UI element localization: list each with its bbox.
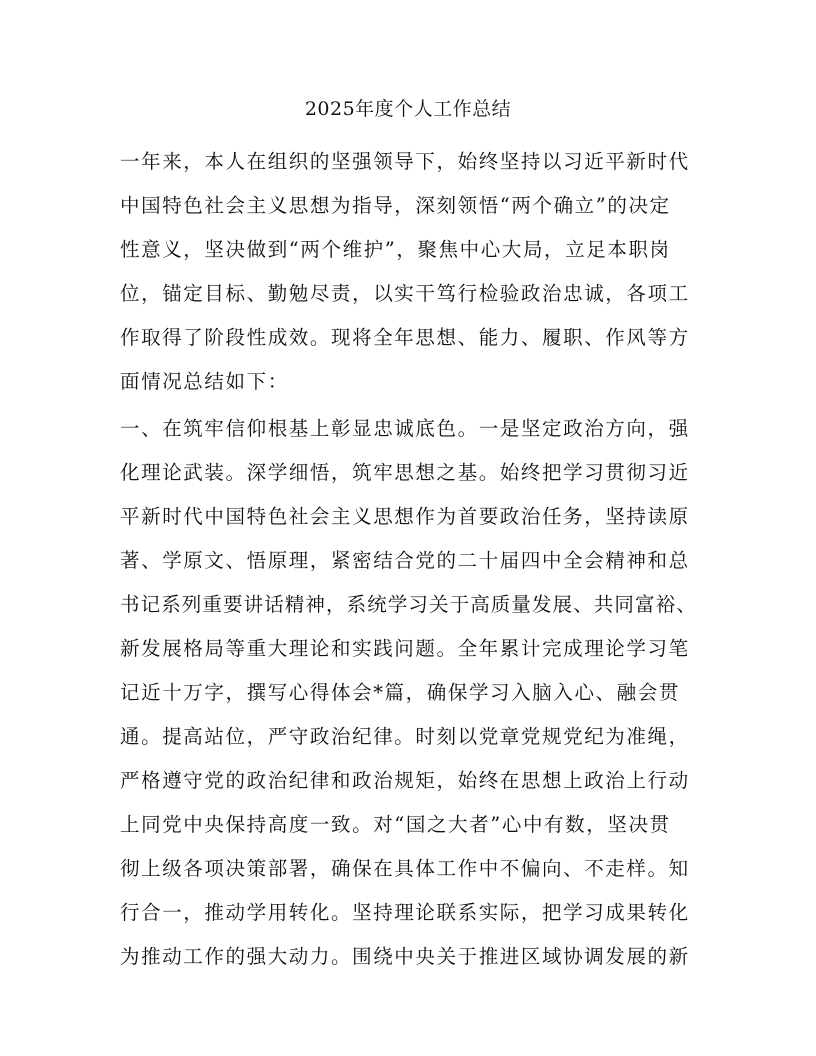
paragraph-2-line-12: 行合一，推动学用转化。坚持理论联系实际，把学习成果转化 (120, 901, 690, 924)
paragraph-2-line-9: 严格遵守党的政治纪律和政治规矩，始终在思想上政治上行动 (120, 769, 690, 792)
paragraph-2-line-13: 为推动工作的强大动力。围绕中央关于推进区域协调发展的新 (120, 945, 690, 968)
paragraph-2-line-7: 记近十万字，撰写心得体会*篇，确保学习入脑入心、融会贯 (120, 681, 680, 704)
paragraph-2-line-6: 新发展格局等重大理论和实践问题。全年累计完成理论学习笔 (120, 637, 690, 660)
paragraph-1-line-3: 性意义，坚决做到“两个维护”，聚焦中心大局，立足本职岗 (120, 238, 671, 261)
paragraph-1-line-4: 位，锚定目标、勤勉尽责，以实干笃行检验政治忠诚，各项工 (120, 282, 690, 305)
paragraph-2-line-2: 化理论武装。深学细悟，筑牢思想之基。始终把学习贯彻习近 (120, 461, 690, 484)
paragraph-2-line-11: 彻上级各项决策部署，确保在具体工作中不偏向、不走样。知 (120, 857, 690, 880)
paragraph-2-line-4: 著、学原文、悟原理，紧密结合党的二十届四中全会精神和总 (120, 549, 690, 572)
paragraph-1-line-5: 作取得了阶段性成效。现将全年思想、能力、履职、作风等方 (120, 326, 690, 349)
paragraph-2-line-3: 平新时代中国特色社会主义思想作为首要政治任务，坚持读原 (120, 505, 690, 528)
paragraph-1-line-2: 中国特色社会主义思想为指导，深刻领悟“两个确立”的决定 (120, 194, 671, 217)
paragraph-1-line-1: 一年来，本人在组织的坚强领导下，始终坚持以习近平新时代 (120, 150, 690, 173)
paragraph-2-line-5: 书记系列重要讲话精神，系统学习关于高质量发展、共同富裕、 (120, 593, 697, 616)
paragraph-1-line-6: 面情况总结如下： (120, 370, 289, 393)
paragraph-2-line-10: 上同党中央保持高度一致。对“国之大者”心中有数，坚决贯 (120, 813, 671, 836)
document-title: 2025年度个人工作总结 (304, 98, 512, 120)
paragraph-2-line-1: 一、在筑牢信仰根基上彰显忠诚底色。一是坚定政治方向，强 (120, 417, 690, 440)
paragraph-2-line-8: 通。提高站位，严守政治纪律。时刻以党章党规党纪为准绳， (120, 725, 690, 748)
